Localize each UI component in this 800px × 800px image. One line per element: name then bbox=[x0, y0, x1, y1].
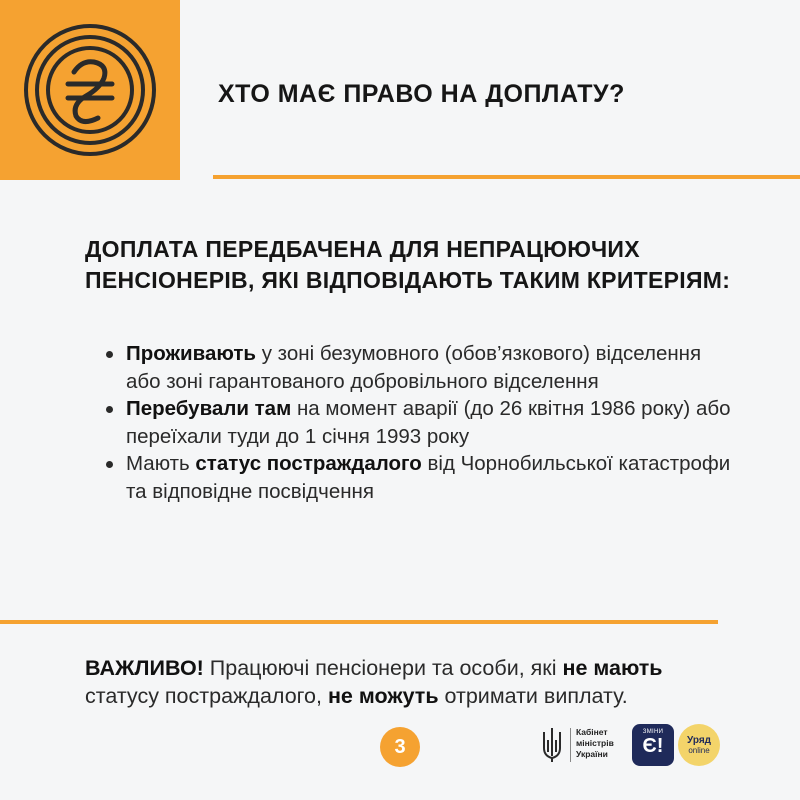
uriad-line: online bbox=[688, 746, 710, 755]
cabinet-line: міністрів bbox=[576, 738, 614, 748]
bullet-icon bbox=[106, 351, 113, 358]
list-item bbox=[100, 450, 740, 505]
orange-logo-block bbox=[0, 0, 180, 180]
criterion-bold: Проживають bbox=[126, 342, 257, 365]
criterion-bold: Перебували там bbox=[126, 397, 292, 420]
zminy-label: ЗМІНИ bbox=[642, 729, 664, 735]
bullet-icon bbox=[106, 461, 113, 468]
criteria-heading: ДОПЛАТА ПЕРЕДБАЧЕНА ДЛЯ НЕПРАЦЮЮЧИХ ПЕНСІОНЕРІВ, ЯКІ ВІДПОВІДАЮТЬ ТАКИМ КРИТЕРІЯМ: bbox=[85, 236, 731, 293]
bullet-icon bbox=[106, 406, 113, 413]
note-text: отримати виплату. bbox=[438, 684, 628, 708]
logo-separator bbox=[570, 728, 571, 762]
criterion-text-after: у зоні безумовного (обов’язкового) відселення або зоні гарантованого добровільного відселення bbox=[126, 342, 702, 393]
trident-icon bbox=[540, 726, 564, 764]
criterion-text-before: Мають bbox=[126, 452, 196, 475]
uriad-line: Уряд bbox=[687, 735, 711, 746]
list-item bbox=[100, 395, 740, 450]
page-title: ХТО МАЄ ПРАВО НА ДОПЛАТУ? bbox=[218, 80, 625, 108]
list-item bbox=[100, 340, 740, 395]
cabinet-of-ministers-logo bbox=[576, 727, 636, 760]
criteria-list bbox=[100, 340, 740, 505]
note-bold-not-have: не мають bbox=[562, 656, 663, 680]
note-text: Працюючі пенсіонери та особи, які bbox=[203, 656, 563, 680]
criterion-bold: статус постраждалого bbox=[195, 452, 422, 475]
cabinet-line: України bbox=[576, 749, 608, 759]
zminy-logo bbox=[632, 724, 674, 766]
important-note bbox=[85, 654, 725, 710]
zminy-letter: Є! bbox=[642, 735, 664, 757]
uriad-online-logo bbox=[678, 724, 720, 766]
note-important-label: ВАЖЛИВО! bbox=[85, 656, 204, 680]
hryvnia-coin-icon bbox=[22, 22, 158, 158]
criterion-text-after: від Чорнобильської катастрофи та відповідне посвідчення bbox=[126, 452, 731, 503]
divider-top bbox=[213, 175, 800, 179]
page-number-badge: 3 bbox=[380, 727, 420, 767]
cabinet-line: Кабінет bbox=[576, 727, 608, 737]
note-text: статусу постраждалого, bbox=[85, 684, 328, 708]
divider-bottom bbox=[0, 620, 718, 624]
note-bold-cannot: не можуть bbox=[327, 684, 439, 708]
criterion-text-after: на момент аварії (до 26 квітня 1986 року) або переїхали туди до 1 січня 1993 року bbox=[126, 397, 731, 448]
